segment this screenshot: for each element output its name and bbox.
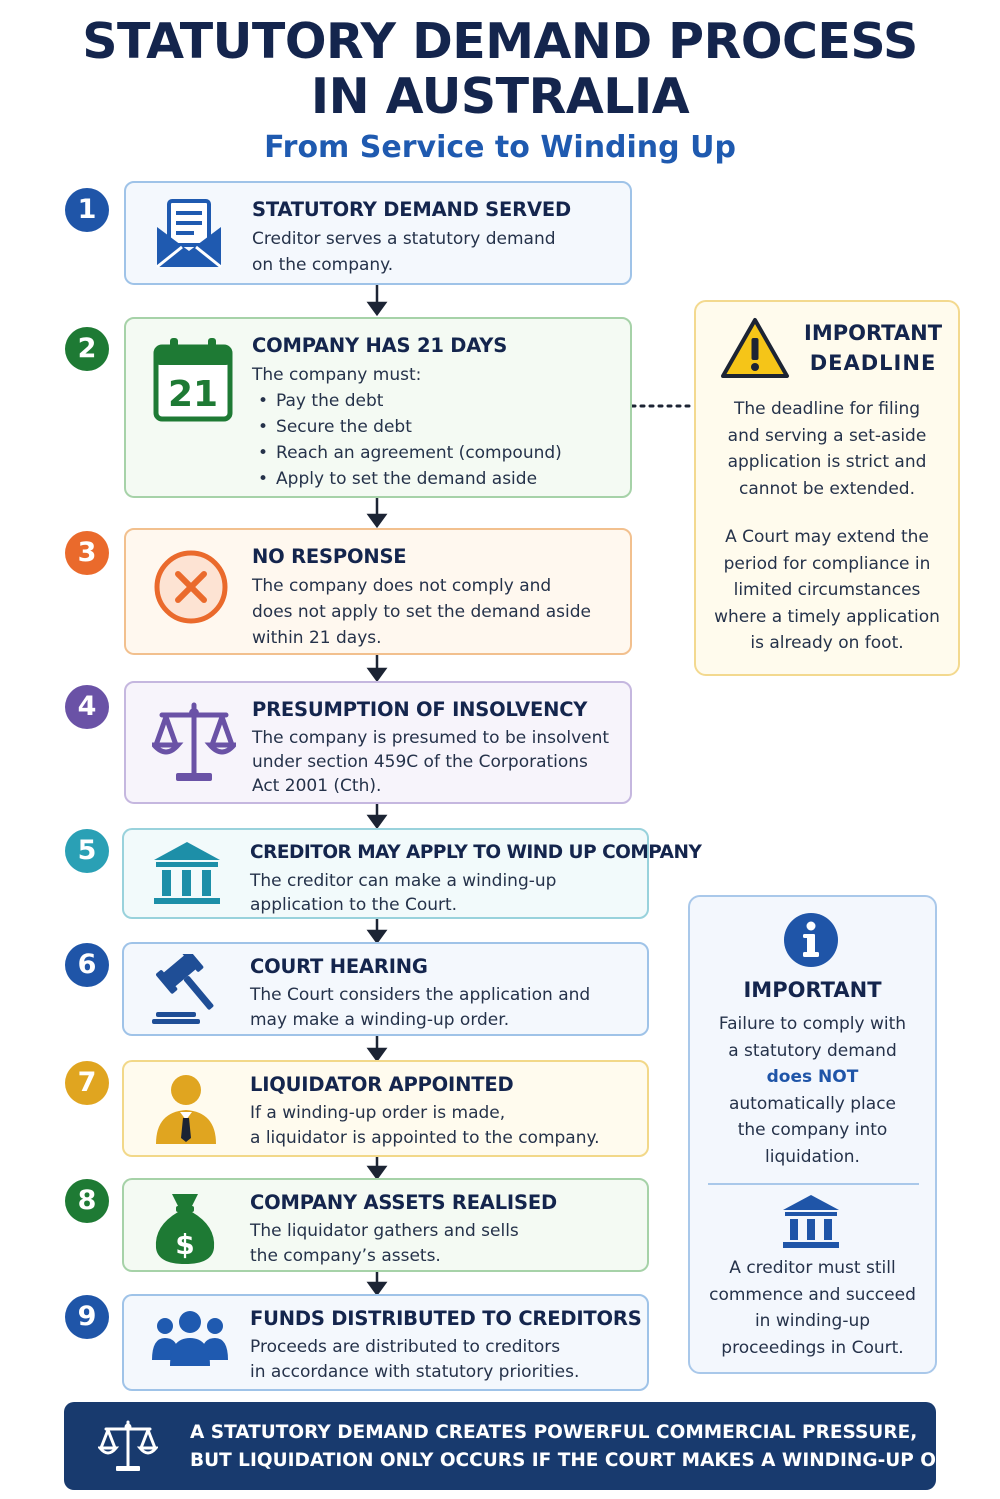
arrow-5-6	[369, 918, 385, 942]
arrow-2-3	[369, 497, 385, 526]
step-3-line-1: The company does not comply and	[252, 576, 552, 596]
step-2-badge: 2	[65, 327, 109, 371]
step-5-badge: 5	[65, 829, 109, 873]
deadline-para-1-line: The deadline for filing	[733, 399, 921, 419]
page-title-line1: STATUTORY DEMAND PROCESS	[82, 13, 918, 70]
page-title-line2: IN AUSTRALIA	[310, 68, 690, 125]
step-7-line-2: a liquidator is appointed to the company.	[250, 1128, 600, 1148]
step-4-title: PRESUMPTION OF INSOLVENCY	[252, 698, 588, 721]
info-para-2-line: in winding-up	[754, 1311, 871, 1331]
money-bag-icon	[150, 1190, 220, 1270]
footer-banner	[64, 1402, 1000, 1490]
step-1-badge: 1	[65, 188, 109, 232]
calendar-day-text: 21	[167, 374, 219, 415]
step-9-title: FUNDS DISTRIBUTED TO CREDITORS	[250, 1307, 642, 1330]
step-6-title: COURT HEARING	[250, 955, 428, 978]
deadline-title-line-1: IMPORTANT	[804, 321, 943, 345]
step-7-line-1: If a winding-up order is made,	[250, 1103, 506, 1123]
step-8-line-1: The liquidator gathers and sells	[250, 1221, 519, 1241]
envelope-document-icon	[152, 195, 226, 275]
step-5-line-1: The creditor can make a winding-up	[250, 871, 557, 891]
deadline-para-1	[696, 396, 958, 502]
deadline-box-title	[804, 318, 942, 378]
deadline-para-2-line: A Court may extend the	[725, 527, 929, 547]
info-para-1-line: a statutory demand	[728, 1040, 897, 1061]
step-8-card	[122, 1178, 649, 1272]
info-box-title: IMPORTANT	[743, 978, 882, 1002]
deadline-para-1-line: cannot be extended.	[738, 478, 915, 499]
arrow-7-8	[369, 1156, 385, 1178]
info-para-2	[690, 1255, 935, 1361]
step-9-badge: 9	[65, 1295, 109, 1339]
info-box-divider	[708, 1183, 919, 1185]
step-9-card	[122, 1294, 649, 1391]
info-para-1	[690, 1011, 935, 1170]
step-2-bullets	[258, 388, 618, 492]
step-4-badge: 4	[65, 685, 109, 729]
info-para-2-line: commence and succeed	[709, 1284, 916, 1305]
step-2-bullet-3: • Reach an agreement (compound)	[258, 440, 618, 466]
info-para-2-line: proceedings in Court.	[721, 1337, 904, 1358]
deadline-para-2	[696, 524, 958, 657]
step-9-line-1: Proceeds are distributed to creditors	[250, 1337, 561, 1357]
step-5-line-2: application to the Court.	[250, 895, 458, 915]
person-suit-icon	[150, 1072, 222, 1150]
courthouse-icon	[780, 1193, 842, 1255]
step-1-line-2: on the company.	[252, 255, 394, 275]
step-3-title: NO RESPONSE	[252, 545, 407, 568]
warning-triangle-icon	[720, 316, 790, 384]
step-2-intro: The company must:	[252, 365, 422, 385]
scales-icon	[152, 699, 236, 789]
step-9-line-2: in accordance with statutory priorities.	[250, 1362, 580, 1382]
x-circle-icon	[152, 548, 230, 630]
deadline-para-2-line: period for compliance in	[723, 553, 931, 574]
step-3-line-2: does not apply to set the demand aside	[252, 602, 591, 622]
step-6-line-2: may make a winding-up order.	[250, 1010, 510, 1030]
footer-line-1: A STATUTORY DEMAND CREATES POWERFUL COMMERCIAL PRESSURE,	[190, 1422, 918, 1443]
step-4-line-3: Act 2001 (Cth).	[252, 776, 382, 796]
calendar-icon	[152, 335, 234, 427]
deadline-para-2-line: is already on foot.	[750, 633, 904, 653]
important-deadline-box	[694, 300, 960, 676]
step-7-badge: 7	[65, 1061, 109, 1105]
deadline-para-1-line: and serving a set-aside	[727, 425, 927, 446]
gavel-icon	[150, 954, 228, 1030]
arrow-1-2	[369, 284, 385, 314]
footer-line-2: BUT LIQUIDATION ONLY OCCURS IF THE COURT MAKES A WINDING-UP ORDER.	[190, 1450, 1000, 1471]
info-icon	[782, 911, 840, 973]
info-para-1-line: liquidation.	[765, 1146, 860, 1167]
deadline-para-1-line: application is strict and	[727, 452, 927, 472]
courthouse-icon	[150, 840, 224, 912]
step-4-card	[124, 681, 632, 804]
step-2-bullet-1: • Pay the debt	[258, 388, 618, 414]
arrow-8-9	[369, 1271, 385, 1294]
step-8-title: COMPANY ASSETS REALISED	[250, 1191, 557, 1214]
important-info-box	[688, 895, 937, 1374]
scales-icon	[98, 1418, 158, 1478]
info-para-2-line: A creditor must still	[729, 1258, 896, 1278]
info-emphasis: does NOT	[766, 1067, 859, 1087]
svg-text:$: $	[175, 1228, 195, 1261]
step-4-line-2: under section 459C of the Corporations	[252, 752, 588, 772]
step-1-line-1: Creditor serves a statutory demand	[252, 229, 556, 249]
info-para-1-line: Failure to comply with	[718, 1014, 907, 1034]
step-8-badge: 8	[65, 1179, 109, 1223]
arrow-4-5	[369, 803, 385, 827]
deadline-para-2-line: where a timely application	[714, 606, 940, 627]
footer-text	[190, 1419, 1000, 1475]
step-4-line-1: The company is presumed to be insolvent	[252, 728, 610, 748]
step-6-card	[122, 942, 649, 1036]
page-subtitle: From Service to Winding Up	[264, 130, 736, 165]
step-1-title: STATUTORY DEMAND SERVED	[252, 198, 571, 221]
deadline-para-2-line: limited circumstances	[733, 580, 921, 600]
step-3-card	[124, 528, 632, 655]
step-2-bullet-2: • Secure the debt	[258, 414, 618, 440]
step-7-title: LIQUIDATOR APPOINTED	[250, 1073, 514, 1096]
step-2-card	[124, 317, 632, 498]
group-people-icon	[150, 1310, 230, 1372]
info-para-1-line: the company into	[737, 1120, 888, 1140]
info-para-1-line: automatically place	[728, 1093, 897, 1114]
step-1-card	[124, 181, 632, 285]
step-6-line-1: The Court considers the application and	[250, 985, 591, 1005]
step-5-title: CREDITOR MAY APPLY TO WIND UP COMPANY	[250, 842, 702, 863]
arrow-6-7	[369, 1035, 385, 1060]
step-6-badge: 6	[65, 943, 109, 987]
deadline-title-line-2: DEADLINE	[809, 351, 937, 375]
step-2-title: COMPANY HAS 21 DAYS	[252, 334, 508, 357]
step-2-bullet-4: • Apply to set the demand aside	[258, 466, 618, 492]
step-5-card	[122, 828, 702, 919]
step-7-card	[122, 1060, 649, 1157]
step-3-badge: 3	[65, 531, 109, 575]
step-3-line-3: within 21 days.	[252, 628, 382, 648]
arrow-3-4	[369, 654, 385, 680]
step-8-line-2: the company’s assets.	[250, 1246, 441, 1266]
